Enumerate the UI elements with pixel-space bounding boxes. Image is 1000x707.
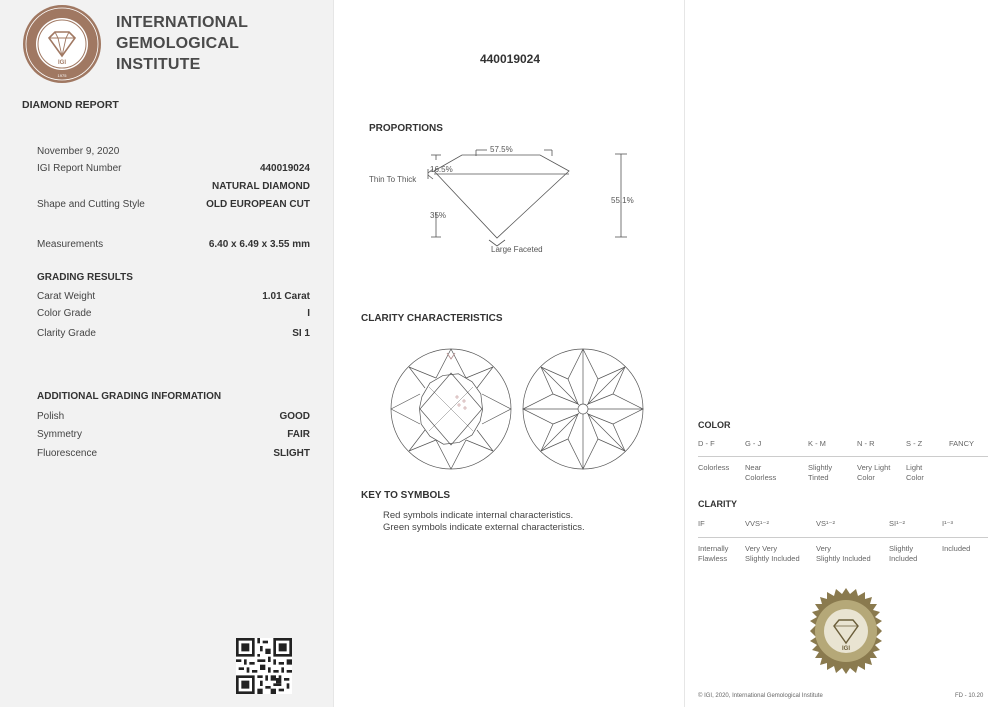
color-grade-fancy: FANCY xyxy=(949,439,975,448)
fluorescence-value: SLIGHT xyxy=(273,448,310,459)
clarity-scale-title: CLARITY xyxy=(698,499,737,509)
measurements-value: 6.40 x 6.49 x 3.55 mm xyxy=(208,239,310,250)
shape-value: OLD EUROPEAN CUT xyxy=(206,199,310,210)
middle-panel xyxy=(333,0,685,707)
diamond-profile-outline xyxy=(434,155,569,238)
right-panel xyxy=(685,0,1000,707)
copyright-footer: © IGI, 2020, International Gemological Institute xyxy=(698,693,823,699)
clarity-desc-si: Slightly Included xyxy=(889,544,918,563)
clarity-grade-i: I¹⁻³ xyxy=(942,519,954,528)
color-grade-nr: N - R xyxy=(857,439,875,448)
crown-percent: 16.5% xyxy=(430,165,453,174)
clarity-characteristics-title: CLARITY CHARACTERISTICS xyxy=(361,313,503,324)
natural-diamond: NATURAL DIAMOND xyxy=(212,181,310,192)
key-red-text: Red symbols indicate internal characteristics. xyxy=(383,510,574,521)
clarity-grade-si: SI¹⁻² xyxy=(889,519,906,528)
fluorescence-label: Fluorescence xyxy=(37,448,98,459)
org-name xyxy=(116,12,248,75)
color-scale-divider xyxy=(698,456,988,457)
clarity-desc-vvs: Very Very Slightly Included xyxy=(745,544,800,563)
color-desc-slightly-tinted: Slightly Tinted xyxy=(808,463,833,482)
depth-percent: 55.1% xyxy=(611,196,634,205)
polish-value: GOOD xyxy=(279,411,310,422)
color-desc-very-light: Very Light Color xyxy=(857,463,891,482)
org-line-2: GEMOLOGICAL xyxy=(116,35,240,52)
form-code: FD - 10.20 xyxy=(955,693,984,699)
color-grade-sz: S - Z xyxy=(906,439,923,448)
shape-label: Shape and Cutting Style xyxy=(37,199,145,210)
color-grade-df: D - F xyxy=(698,439,715,448)
clarity-value: SI 1 xyxy=(292,328,310,339)
report-title: DIAMOND REPORT xyxy=(22,99,119,111)
svg-text:IGI: IGI xyxy=(57,60,67,66)
key-green-text: Green symbols indicate external characteristics. xyxy=(383,522,585,533)
carat-label: Carat Weight xyxy=(37,291,96,302)
color-desc-light: Light Color xyxy=(906,463,924,482)
color-grade-gj: G - J xyxy=(745,439,762,448)
proportions-title: PROPORTIONS xyxy=(369,123,443,134)
symmetry-value: FAIR xyxy=(287,429,310,440)
org-line-1: INTERNATIONAL xyxy=(116,14,249,31)
color-scale-title: COLOR xyxy=(698,420,731,430)
crown-plot-diagram xyxy=(389,347,513,471)
additional-title: ADDITIONAL GRADING INFORMATION xyxy=(37,391,222,402)
key-to-symbols-title: KEY TO SYMBOLS xyxy=(361,490,451,501)
report-date: November 9, 2020 xyxy=(37,146,120,157)
clarity-desc-i: Included xyxy=(942,544,971,553)
clarity-label: Clarity Grade xyxy=(37,328,96,339)
color-value: I xyxy=(307,308,310,319)
carat-value: 1.01 Carat xyxy=(262,291,310,302)
clarity-desc-if: Internally Flawless xyxy=(698,544,729,563)
table-percent: 57.5% xyxy=(490,145,513,154)
culet-label: Large Faceted xyxy=(491,245,543,254)
girdle-label: Thin To Thick xyxy=(369,175,417,184)
clarity-grade-if: IF xyxy=(698,519,705,528)
clarity-grade-vs: VS¹⁻² xyxy=(816,519,835,528)
clarity-grade-vvs: VVS¹⁻² xyxy=(745,519,769,528)
qr-code[interactable] xyxy=(236,638,292,694)
symmetry-label: Symmetry xyxy=(37,429,82,440)
clarity-desc-vs: Very Slightly Included xyxy=(816,544,871,563)
igi-seal-logo xyxy=(22,4,102,84)
pavilion-percent: 35% xyxy=(430,211,447,220)
color-desc-near-colorless: Near Colorless xyxy=(745,463,777,482)
svg-text:1975: 1975 xyxy=(57,73,67,78)
igi-hologram-seal xyxy=(803,588,889,674)
color-grade-km: K - M xyxy=(808,439,826,448)
polish-label: Polish xyxy=(37,411,65,422)
color-desc-colorless: Colorless xyxy=(698,463,730,472)
color-label: Color Grade xyxy=(37,308,92,319)
pavilion-plot-diagram xyxy=(521,347,645,471)
report-number-heading: 440019024 xyxy=(479,52,541,66)
report-number-label: IGI Report Number xyxy=(37,163,122,174)
clarity-scale-divider xyxy=(698,537,988,538)
grading-results-title: GRADING RESULTS xyxy=(37,272,133,283)
svg-text:IGI: IGI xyxy=(841,646,851,652)
left-panel xyxy=(0,0,333,707)
org-line-3: INSTITUTE xyxy=(116,56,201,73)
measurements-label: Measurements xyxy=(37,239,104,250)
report-number-value: 440019024 xyxy=(259,163,310,174)
